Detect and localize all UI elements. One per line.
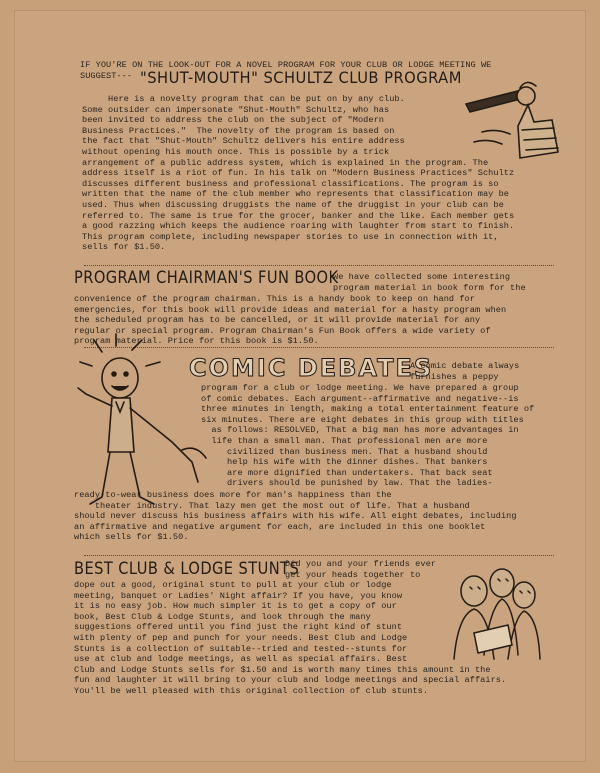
comic-debates-title: COMIC DEBATES [189,354,434,382]
intro-line: IF YOU'RE ON THE LOOK-OUT FOR A NOVEL PROGRAM FOR YOUR CLUB OR LODGE MEETING WE [80,60,492,70]
stunts-body: dope out a good, original stunt to pull at your club or lodge meeting, banquet or Ladies' Night affair? If you have, you know it is no easy job. How much simpler it is to get a copy of our book, Best Club & Lodge Stunts, and look through the many suggestions offered until you find just the right kind of stunt with plenty of pep and punch for your needs. Best Club and Lodge Stunts is a collection of suitable--tried and tested--stunts for use at club and lodge meetings, as well as special affairs. Best Club and Lodge Stunts sells for $1.50 and is worth many times this amount in the fun and laughter it will bring to your club and lodge meetings and special affairs. You'll be well pleased with this original collection of club stunts. [74,580,507,696]
sailor-lookout-illustration [462,72,566,160]
shut-mouth-body: Here is a novelty program that can be put on by any club. Some outsider can impersonate "Shut-Mouth" Schultz, who has been invited to address the club on the subject of "Modern Business Practices." The novelty of the program is based on the fact that "Shut-Mouth" Schultz delivers his entire address without opening his mouth once. This is possible by a trick arrangement of a public address system, which is explained in the program. The address itself is a riot of fun. In his talk on "Modern Business Practices" Schultz discusses different business and professional classifications. The program is so written that the name of the club member who represents that classification may be used. Thus when discussing druggists the name of the druggist in your club can be referred to. The same is true for the grocer, banker and the like. Each member gets a good razzing which keeps the audience roaring with laughter from start to finish. This program complete, including newspaper stories to use in connection with it, sells for $1.50. [82,94,515,253]
divider-3 [84,555,554,556]
intro-prefix: SUGGEST--- [80,71,133,81]
paper-sheet [14,10,586,762]
divider-1 [84,265,554,266]
comic-debates-lead: A comic debate always furnishes a peppy [410,361,520,382]
comic-debates-body-right: program for a club or lodge meeting. We have prepared a group of comic debates. Each argument--affirmative and negative--is three minutes in length, making a total entertainment feature of six minutes. There are eight debates in this group with titles as follows: RESOLVED, That a big man has more advantages in life than a small man. That professional men are more civilized than business men. That a husband should help his wife with the dinner dishes. That bankers are more dignified than undertakers. That back seat drivers should be punished by law. That the ladies- [201,383,535,489]
men-reading-illustration [444,563,544,663]
fun-book-body: convenience of the program chairman. This is a handy book to keep on hand for emergencies, for this book will provide ideas and material for a hasty program when the scheduled program has to be cancelled, or it will provide material for any regular or special program. Program Chairman's Fun Book offers a wide variety of program material. Price for this book is $1.50. [74,294,507,347]
fun-book-lead: We have collected some interesting program material in book form for the [333,272,526,293]
comic-debates-body-full: ready-to-wear business does more for man's happiness than the theater industry. That lazy men get the most out of life. That a husband should never discuss his business affairs with his wife. All eight debates, including an affirmative and negative argument for each, are included in this one booklet which sells for $1.50. [74,490,517,543]
stunts-title: BEST CLUB & LODGE STUNTS [74,559,300,579]
fun-book-title: PROGRAM CHAIRMAN'S FUN BOOK [74,268,339,288]
stunts-lead: Did you and your friends ever get your heads together to [285,559,437,580]
shut-mouth-title: "SHUT-MOUTH" SCHULTZ CLUB PROGRAM [140,68,462,87]
